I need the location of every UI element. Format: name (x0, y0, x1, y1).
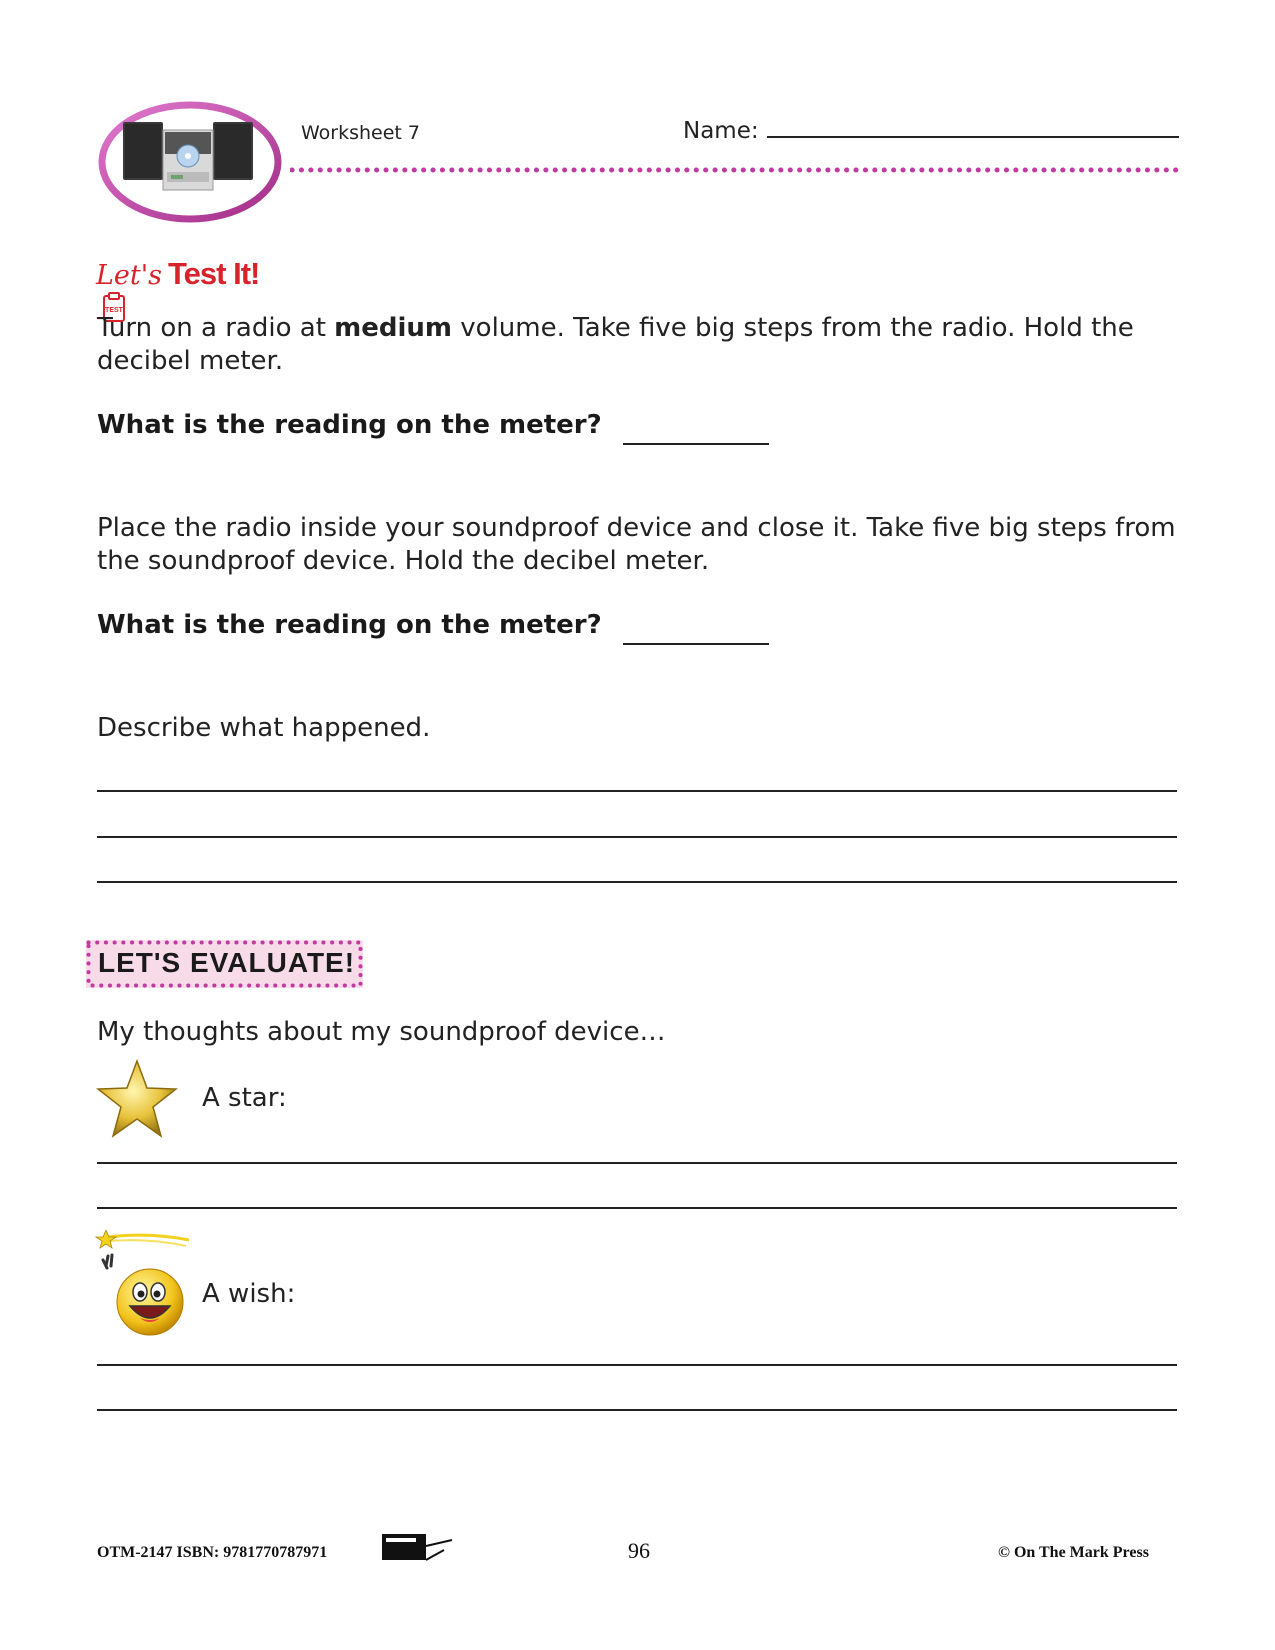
para1-bold-medium: medium (334, 313, 453, 343)
instruction-paragraph-1 (97, 312, 1182, 378)
star-write-line[interactable] (97, 1207, 1177, 1209)
name-blank-line[interactable] (767, 118, 1179, 138)
test-badge-text: TEST (105, 307, 123, 314)
wish-write-line[interactable] (97, 1409, 1177, 1411)
dotted-divider (290, 158, 1183, 164)
answer-blank-2[interactable] (623, 642, 769, 645)
instruction-paragraph-2: Place the radio inside your soundproof device and close it. Take five big steps from the soundproof device. Hold the decibel meter. (97, 513, 1176, 576)
name-label: Name: (683, 118, 759, 144)
describe-write-line[interactable] (97, 881, 1177, 883)
on-the-mark-logo-icon (382, 1528, 456, 1562)
worksheet-label: Worksheet 7 (301, 122, 421, 144)
lets-test-it-heading (96, 256, 276, 314)
question-2: What is the reading on the meter? (97, 610, 602, 640)
wish-write-line[interactable] (97, 1364, 1177, 1366)
lets-text: Let's (96, 260, 163, 291)
footer-copyright: © On The Mark Press (998, 1544, 1149, 1561)
star-label: A star: (202, 1083, 287, 1113)
footer-isbn: OTM-2147 ISBN: 9781770787971 (97, 1544, 328, 1561)
answer-blank-1[interactable] (623, 442, 769, 445)
test-it-text: Test It! (168, 256, 260, 291)
name-field[interactable] (683, 118, 1179, 144)
question-1: What is the reading on the meter? (97, 410, 602, 440)
describe-write-line[interactable] (97, 790, 1177, 792)
para1-start: Turn on a radio at (97, 313, 335, 343)
stereo-system-icon (95, 100, 285, 228)
smiley-wish-icon (94, 1230, 194, 1340)
lets-evaluate-heading-box (86, 940, 363, 988)
wish-label: A wish: (202, 1279, 296, 1309)
lets-evaluate-heading: LET'S EVALUATE! (98, 947, 356, 978)
page-number: 96 (628, 1538, 650, 1563)
describe-prompt: Describe what happened. (97, 713, 431, 743)
para1-end: volume. Take five big steps from the radio. Hold the decibel meter. (97, 313, 1134, 376)
gold-star-icon (96, 1058, 178, 1140)
evaluate-intro: My thoughts about my soundproof device… (97, 1017, 666, 1047)
describe-write-line[interactable] (97, 836, 1177, 838)
star-write-line[interactable] (97, 1162, 1177, 1164)
